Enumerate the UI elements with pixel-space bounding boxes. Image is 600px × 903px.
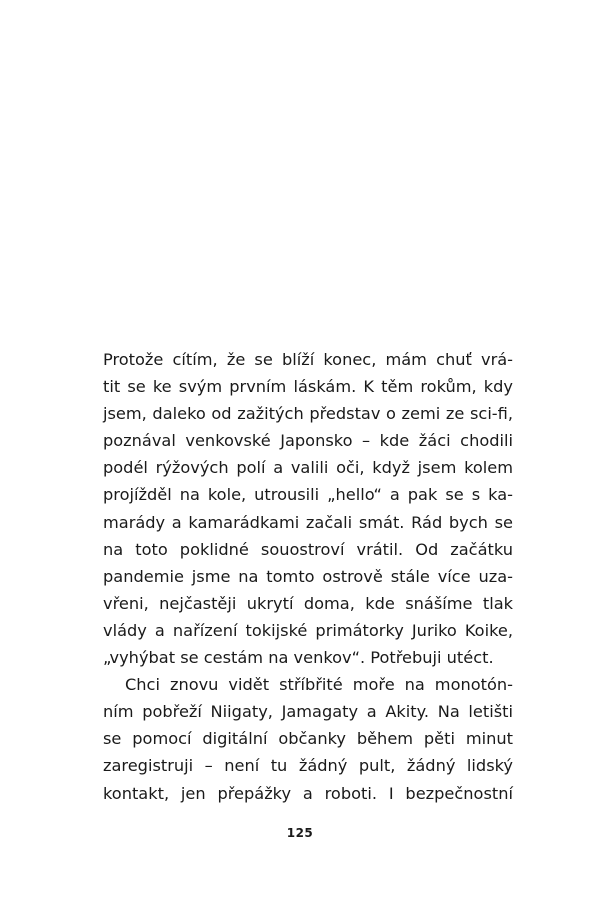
text-line: zaregistruji – není tu žádný pult, žádný lidský <box>103 756 513 776</box>
text-line: „vyhýbat se cestám na venkov“. Potřebuji utéct. <box>103 648 494 668</box>
text-line: ním pobřeží Niigaty, Jamagaty a Akity. Na letišti <box>103 702 513 722</box>
text-line: podél rýžových polí a valili oči, když jsem kolem <box>103 458 513 478</box>
text-line: na toto poklidné souostroví vrátil. Od začátku <box>103 539 513 559</box>
text-line: projížděl na kole, utrousili „hello“ a pak se s ka- <box>103 485 513 505</box>
text-line: jsem, daleko od zažitých představ o zemi ze sci-fi, <box>103 404 513 424</box>
page-number: 125 <box>286 826 314 840</box>
text-line: poznával venkovské Japonsko – kde žáci chodili <box>103 431 513 451</box>
text-line: marády a kamarádkami začali smát. Rád bych se <box>103 512 513 532</box>
text-line: Protože cítím, že se blíží konec, mám chuť vrá- <box>103 350 513 369</box>
text-line: vlády a nařízení tokijské primátorky Juriko Koike, <box>103 620 513 640</box>
body-text <box>103 346 513 807</box>
paragraph-1 <box>103 346 513 671</box>
text-line: Chci znovu vidět stříbřité moře na monotón- <box>125 675 513 695</box>
paragraph-2 <box>103 671 513 806</box>
text-line: kontakt, jen přepážky a roboti. I bezpečnostní <box>103 783 513 803</box>
text-line: vřeni, nejčastěji ukrytí doma, kde snášíme tlak <box>103 593 513 613</box>
text-line: tit se ke svým prvním láskám. K těm rokům, kdy <box>103 377 513 397</box>
text-line: pandemie jsme na tomto ostrově stále více uza- <box>103 566 513 586</box>
text-line: se pomocí digitální občanky během pěti minut <box>103 729 513 749</box>
